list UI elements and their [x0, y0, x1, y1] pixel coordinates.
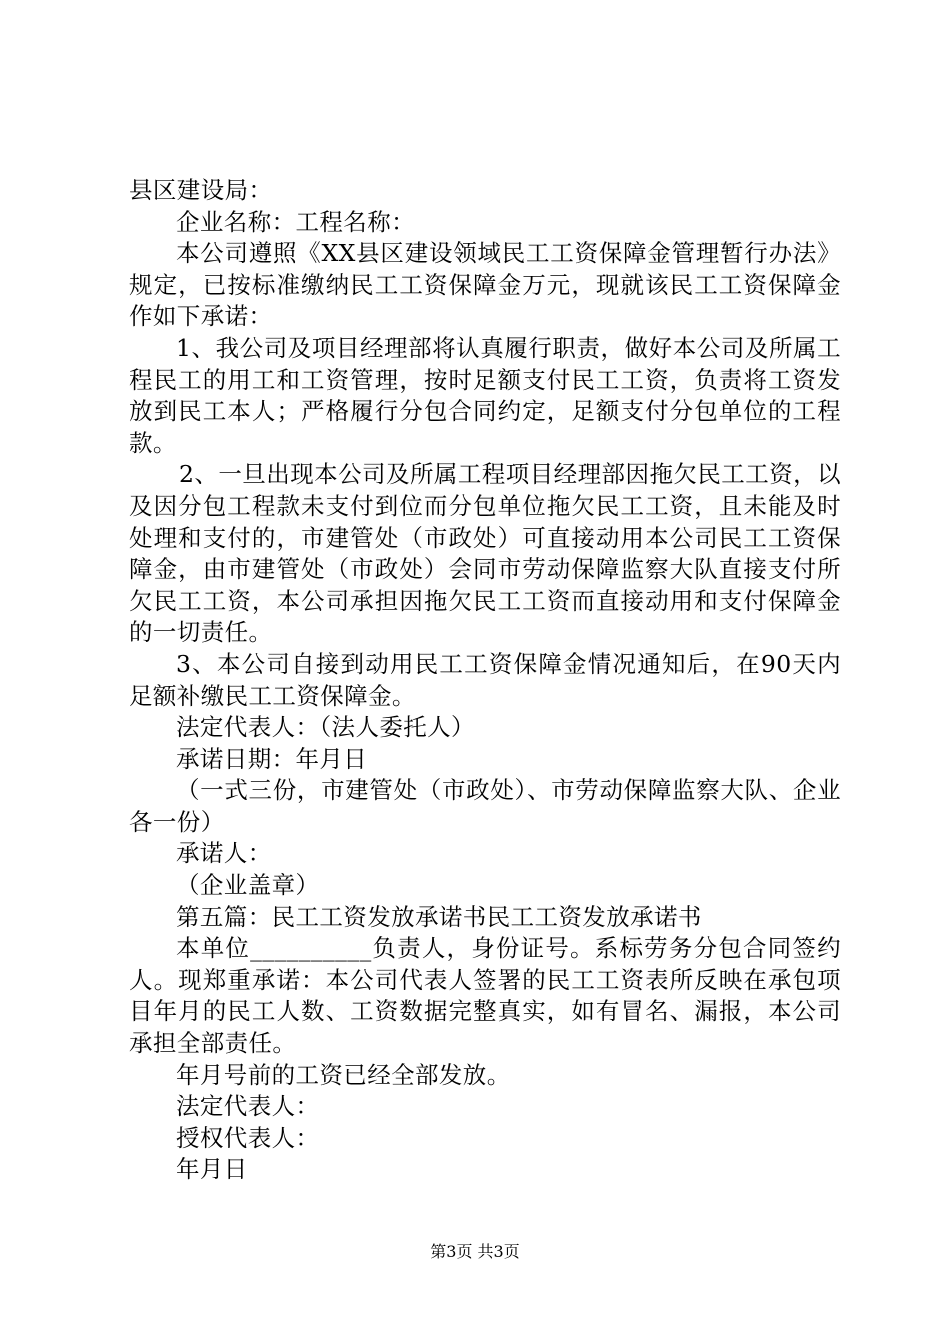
copies-note: （一式三份，市建管处（市政处）、市劳动保障监察大队、企业各一份）	[129, 776, 841, 836]
signature-date-line: 年月日	[176, 1155, 248, 1184]
wage-commitment-paragraph: 本单位__________负责人，身份证号。系标劳务分包合同签约人。现郑重承诺：本公司代表人签署的民工工资表所反映在承包项目年月的民工人数、工资数据完整真实，如有冒名、漏报，本公司承担全部责任。	[129, 934, 841, 1058]
company-seal-line: （企业盖章）	[176, 871, 320, 900]
legal-representative-line: 法定代表人：（法人委托人）	[176, 713, 475, 742]
page-footer: 第3页 共3页	[430, 1242, 520, 1261]
company-project-line: 企业名称：工程名称：	[176, 207, 415, 236]
commitment-item-1: 1、我公司及项目经理部将认真履行职责，做好本公司及所属工程民工的用工和工资管理，按时足额支付民工工资，负责将工资发放到民工本人；严格履行分包合同约定，足额支付分包单位的工程款。	[129, 333, 841, 457]
legal-representative-signature: 法定代表人：	[176, 1092, 320, 1121]
authorized-representative-signature: 授权代表人：	[176, 1123, 320, 1152]
commitment-item-3: 3、本公司自接到动用民工工资保障金情况通知后，在90天内足额补缴民工工资保障金。	[129, 649, 841, 710]
addressee-line: 县区建设局：	[129, 176, 273, 204]
promisor-line: 承诺人：	[176, 839, 272, 868]
wages-paid-line: 年月号前的工资已经全部发放。	[176, 1060, 511, 1089]
document-body	[129, 175, 841, 1186]
intro-paragraph: 本公司遵照《XX县区建设领域民工工资保障金管理暂行办法》规定，已按标准缴纳民工工资保障金万元，现就该民工工资保障金作如下承诺：	[129, 239, 841, 331]
section-heading: 第五篇：民工工资发放承诺书民工工资发放承诺书	[176, 902, 702, 931]
commitment-item-2: 2、一旦出现本公司及所属工程项目经理部因拖欠民工工资，以及因分包工程款未支付到位而分包单位拖欠民工工资，且未能及时处理和支付的，市建管处（市政处）可直接动用本公司民工工资保障金，由市建管处（市政处）会同市劳动保障监察大队直接支付所欠民工工资，本公司承担因拖欠民工工资而直接动用和支付保障金的一切责任。	[129, 460, 841, 647]
commitment-date-line: 承诺日期：年月日	[176, 744, 368, 773]
